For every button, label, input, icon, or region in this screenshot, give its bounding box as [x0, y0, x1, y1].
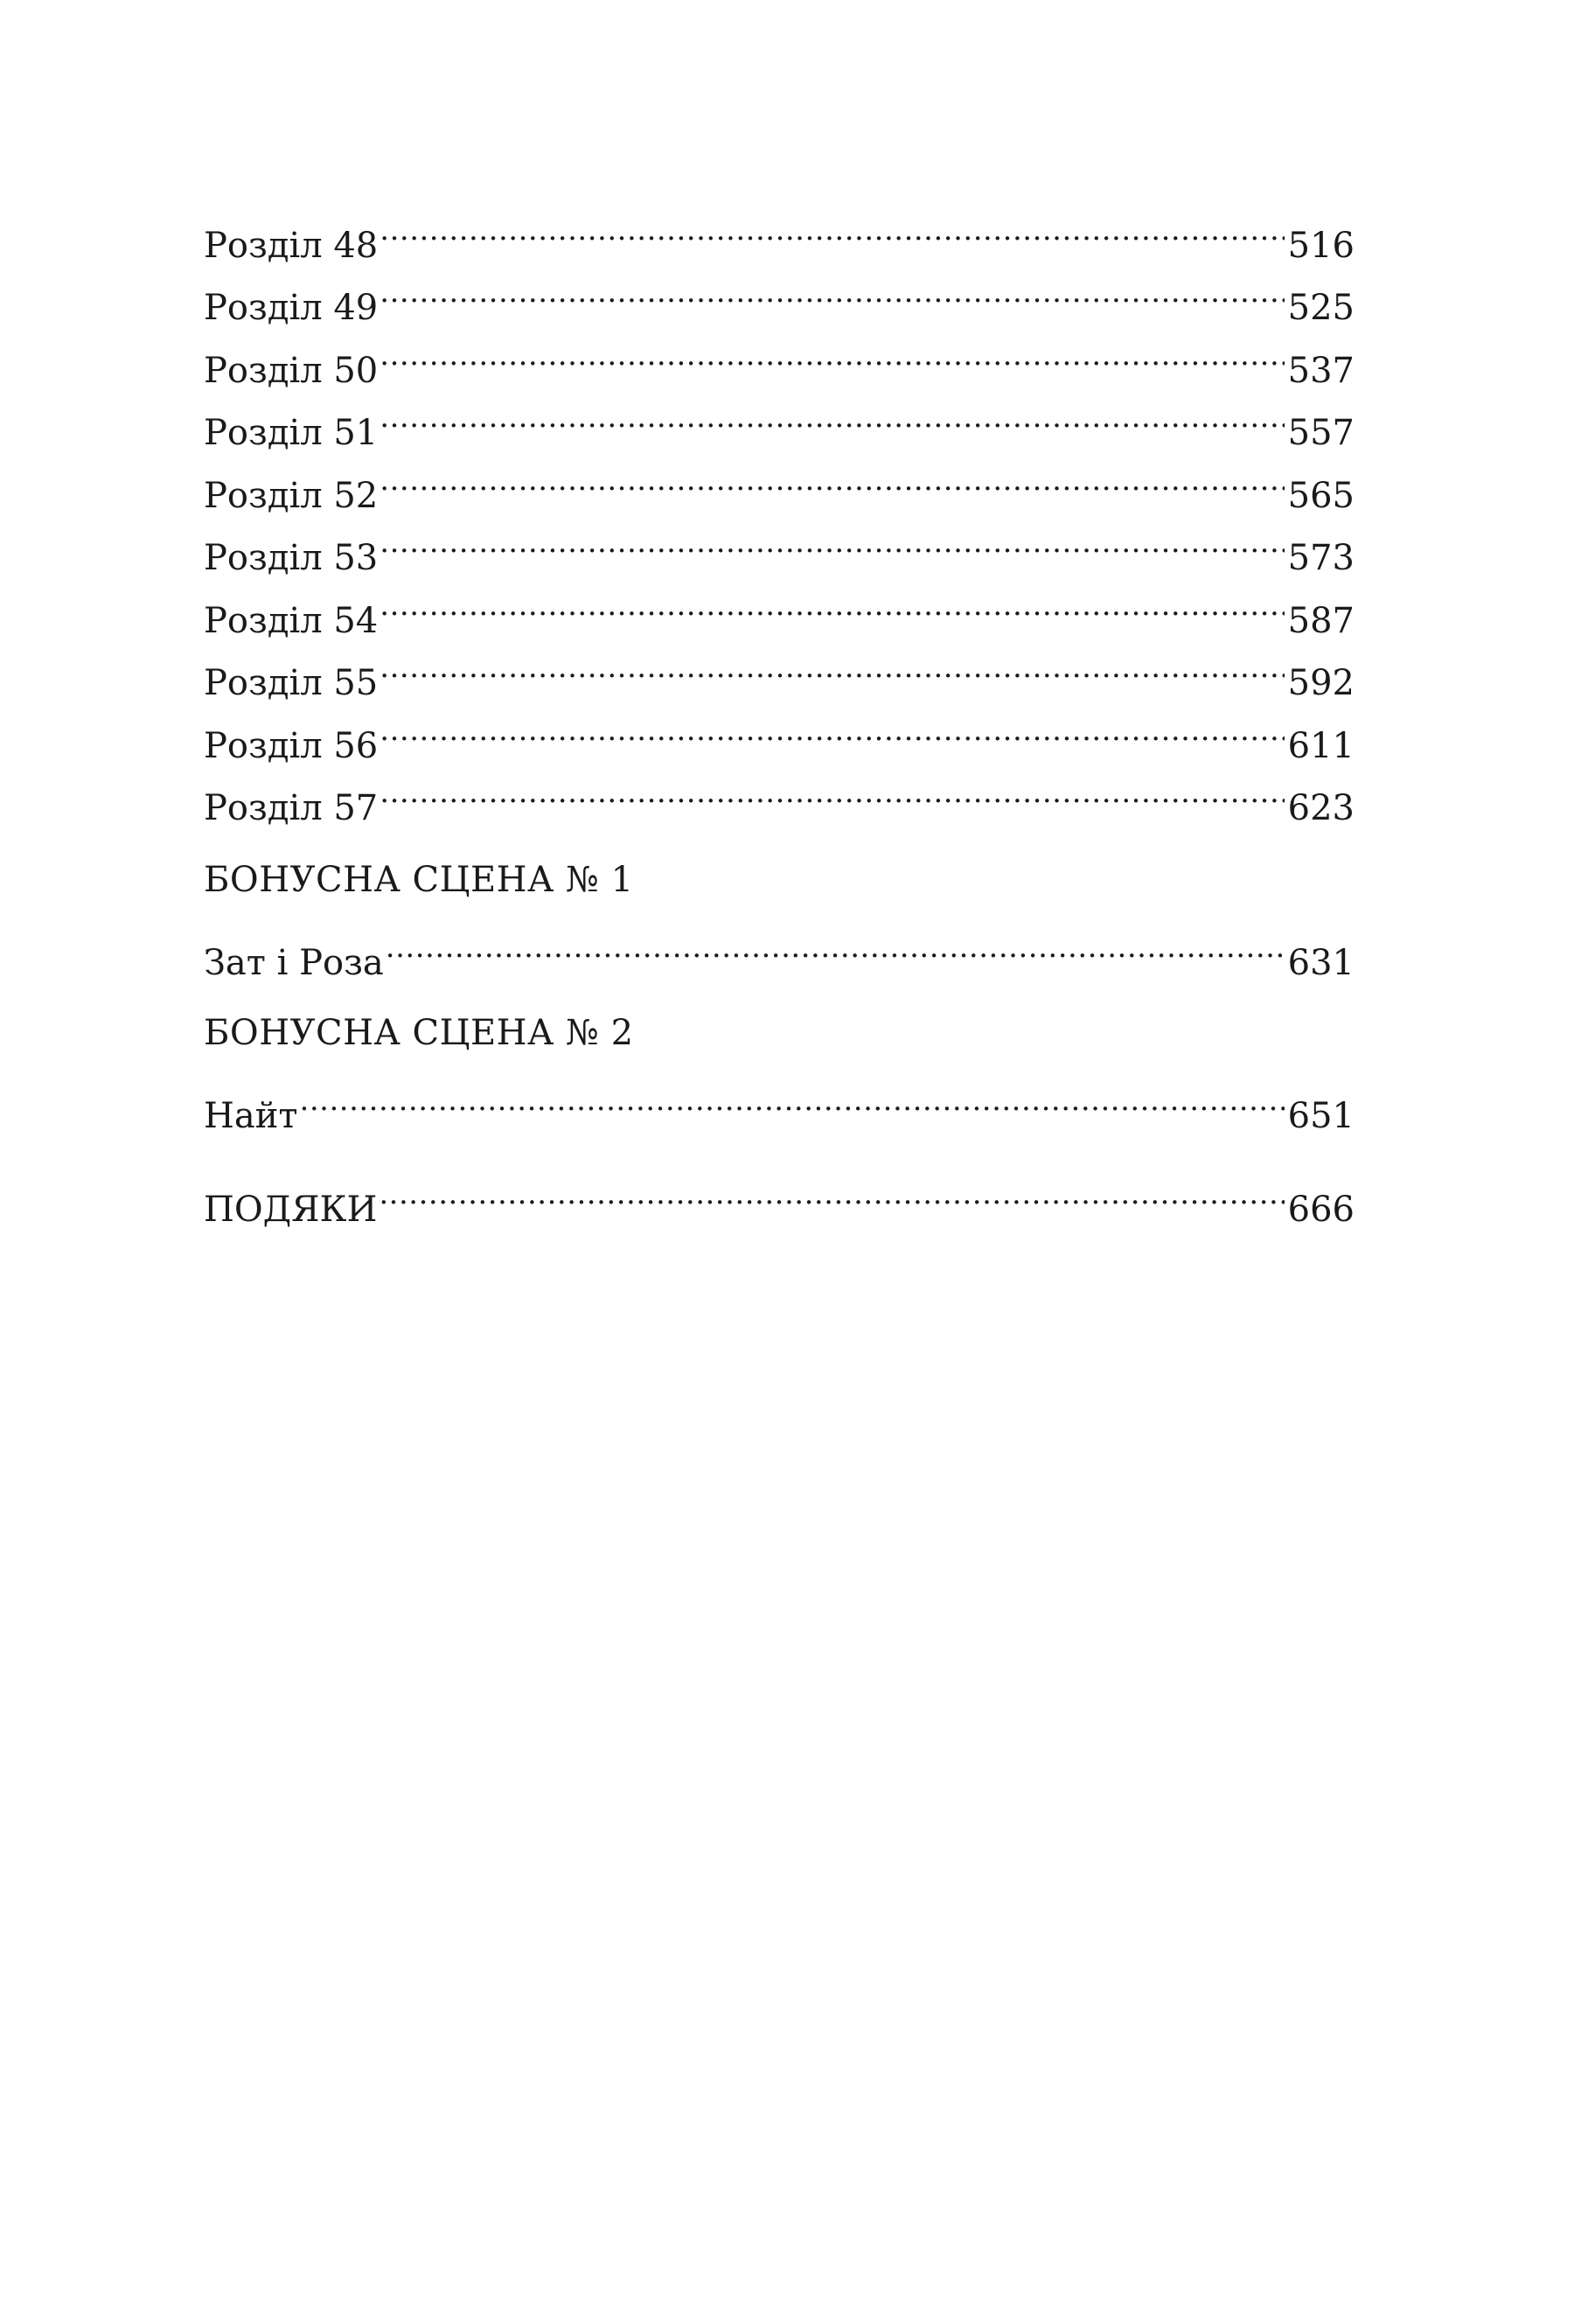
toc-entry-page: 525 — [1287, 288, 1355, 328]
toc-entry-page: 557 — [1287, 413, 1355, 453]
toc-entry-label: Розділ 51 — [204, 413, 379, 453]
toc-entry-label: Розділ 49 — [204, 288, 379, 328]
dot-leader — [380, 444, 1284, 507]
table-of-contents — [204, 194, 1355, 1230]
dot-leader — [380, 507, 1284, 570]
toc-entry-label: Зат і Роза — [204, 943, 384, 983]
toc-entry-label: Розділ 52 — [204, 475, 379, 516]
toc-entry-page: 592 — [1287, 663, 1355, 703]
toc-entry-bonus-2[interactable] — [204, 1065, 1355, 1136]
dot-leader — [380, 569, 1284, 632]
dot-leader — [380, 194, 1284, 257]
dot-leader — [380, 257, 1284, 320]
toc-entry-page: 573 — [1287, 538, 1355, 578]
toc-entry-page: 651 — [1287, 1096, 1355, 1136]
toc-entry-label: Розділ 56 — [204, 725, 379, 766]
bonus-scene-2-heading: БОНУСНА СЦЕНА № 2 — [204, 1013, 634, 1053]
toc-entry-label: Розділ 57 — [204, 788, 379, 828]
toc-entry-acknowledgements[interactable] — [204, 1158, 1355, 1230]
toc-entry-chapter-48[interactable] — [204, 194, 1355, 266]
toc-entry-bonus-1[interactable] — [204, 912, 1355, 983]
toc-entry-label: Розділ 48 — [204, 225, 379, 266]
toc-entry-page: 631 — [1287, 943, 1355, 983]
toc-entry-page: 587 — [1287, 600, 1355, 641]
dot-leader — [300, 1065, 1285, 1128]
dot-leader — [380, 694, 1284, 757]
dot-leader — [386, 912, 1285, 975]
toc-entry-label: Розділ 53 — [204, 538, 379, 578]
toc-entry-page: 516 — [1287, 225, 1355, 266]
toc-entry-page: 565 — [1287, 475, 1355, 516]
toc-entry-label: Найт — [204, 1096, 298, 1136]
section-spacer — [204, 1127, 1355, 1158]
toc-entry-label: Розділ 55 — [204, 663, 379, 703]
toc-entry-page: 611 — [1287, 725, 1355, 766]
toc-entry-page: 623 — [1287, 788, 1355, 828]
toc-entry-label: Розділ 50 — [204, 350, 379, 391]
toc-entry-label: Розділ 54 — [204, 600, 379, 641]
dot-leader — [380, 757, 1284, 820]
toc-entry-label: ПОДЯКИ — [204, 1189, 378, 1230]
dot-leader — [380, 632, 1284, 695]
toc-entry-page: 537 — [1287, 350, 1355, 391]
dot-leader — [380, 319, 1284, 382]
toc-entry-page: 666 — [1287, 1189, 1355, 1230]
dot-leader — [380, 382, 1284, 445]
bonus-scene-1-heading: БОНУСНА СЦЕНА № 1 — [204, 860, 634, 900]
dot-leader — [379, 1158, 1284, 1221]
